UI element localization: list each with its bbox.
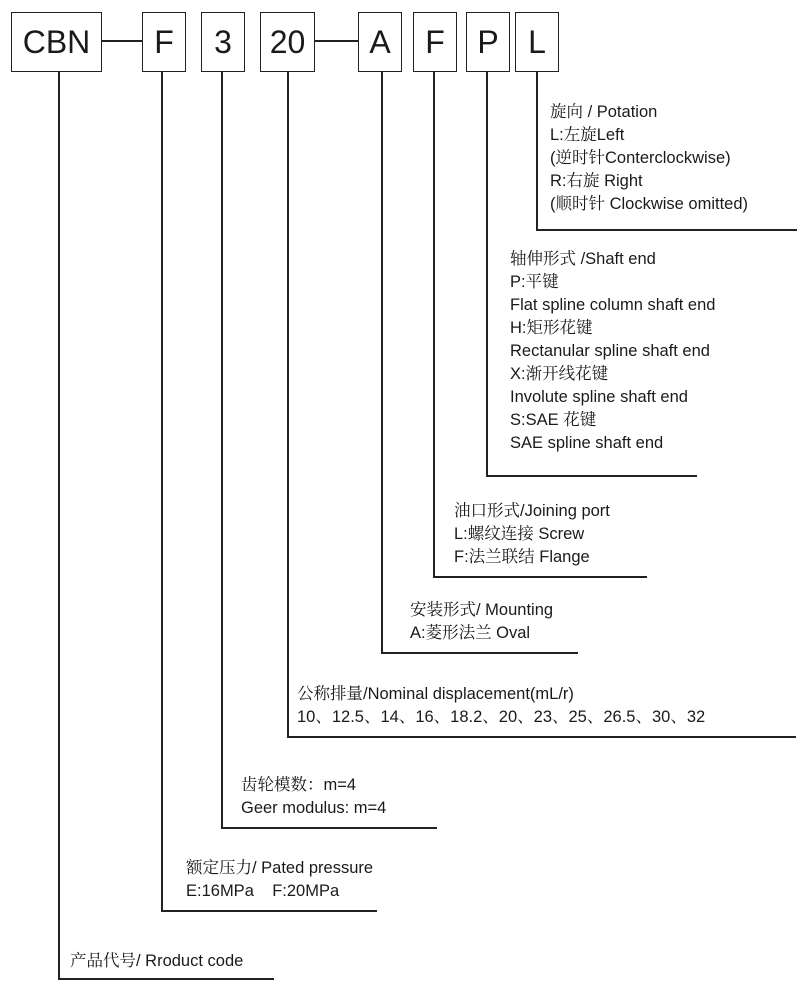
section-line: 10、12.5、14、16、18.2、20、23、25、26.5、30、32 bbox=[297, 708, 706, 726]
underline-mounting bbox=[381, 652, 578, 654]
code-box-mounting: A bbox=[358, 12, 402, 72]
underline-joining-port bbox=[433, 576, 647, 578]
section-line: R:右旋 Right bbox=[550, 172, 643, 190]
code-box-flange-type: F bbox=[142, 12, 186, 72]
leader-line-joining-port bbox=[433, 72, 435, 577]
section-line: E:16MPa F:20MPa bbox=[186, 882, 340, 900]
leader-line-mounting bbox=[381, 72, 383, 653]
underline-pressure bbox=[161, 910, 377, 912]
code-box-gear-modulus: 3 bbox=[201, 12, 245, 72]
section-title: 产品代号/ Rroduct code bbox=[70, 952, 244, 970]
leader-line-pressure bbox=[161, 72, 163, 911]
section-title: 油口形式/Joining port bbox=[454, 502, 610, 520]
section-line: Geer modulus: m=4 bbox=[241, 799, 387, 817]
section-line: (逆时针Conterclockwise) bbox=[550, 149, 731, 167]
underline-product-code bbox=[58, 978, 274, 980]
leader-line-rotation bbox=[536, 72, 538, 230]
section-mounting bbox=[410, 599, 553, 645]
leader-line-displacement bbox=[287, 72, 289, 737]
section-gear-modulus bbox=[241, 774, 386, 820]
section-line: X:渐开线花键 bbox=[510, 365, 609, 383]
section-line: F:法兰联结 Flange bbox=[454, 548, 590, 566]
section-title: 安装形式/ Mounting bbox=[410, 601, 554, 619]
section-line: Involute spline shaft end bbox=[510, 388, 688, 406]
section-pressure bbox=[186, 857, 373, 903]
underline-displacement bbox=[287, 736, 796, 738]
code-box-series: CBN bbox=[11, 12, 102, 72]
section-rotation bbox=[550, 101, 748, 216]
section-line: P:平键 bbox=[510, 273, 559, 291]
section-title: 轴伸形式 /Shaft end bbox=[510, 250, 656, 268]
section-product-code bbox=[70, 950, 243, 973]
section-line: Flat spline column shaft end bbox=[510, 296, 716, 314]
section-line: SAE spline shaft end bbox=[510, 434, 664, 452]
section-line: A:菱形法兰 Oval bbox=[410, 624, 531, 642]
leader-line-product-code bbox=[58, 72, 60, 979]
section-line: L:螺纹连接 Screw bbox=[454, 525, 585, 543]
section-title: 额定压力/ Pated pressure bbox=[186, 859, 374, 877]
section-line: H:矩形花键 bbox=[510, 319, 593, 337]
underline-rotation bbox=[536, 229, 797, 231]
section-line: Rectanular spline shaft end bbox=[510, 342, 710, 360]
code-box-rotation: L bbox=[515, 12, 559, 72]
underline-shaft-end bbox=[486, 475, 697, 477]
section-line: L:左旋Left bbox=[550, 126, 625, 144]
section-joining-port bbox=[454, 500, 610, 569]
section-title: 公称排量/Nominal displacement(mL/r) bbox=[297, 685, 574, 703]
leader-line-shaft-end bbox=[486, 72, 488, 476]
code-separator-dash bbox=[102, 40, 142, 42]
underline-gear-modulus bbox=[221, 827, 437, 829]
code-separator-dash bbox=[315, 40, 358, 42]
code-box-shaft-end: P bbox=[466, 12, 510, 72]
code-box-joining-port: F bbox=[413, 12, 457, 72]
section-shaft-end bbox=[510, 248, 715, 455]
leader-line-gear-modulus bbox=[221, 72, 223, 828]
section-line: (顺时针 Clockwise omitted) bbox=[550, 195, 749, 213]
section-line: S:SAE 花键 bbox=[510, 411, 597, 429]
section-title: 齿轮模数：m=4 bbox=[241, 776, 357, 794]
section-title: 旋向 / Potation bbox=[550, 103, 658, 121]
code-box-displacement: 20 bbox=[260, 12, 315, 72]
section-displacement bbox=[297, 683, 705, 729]
